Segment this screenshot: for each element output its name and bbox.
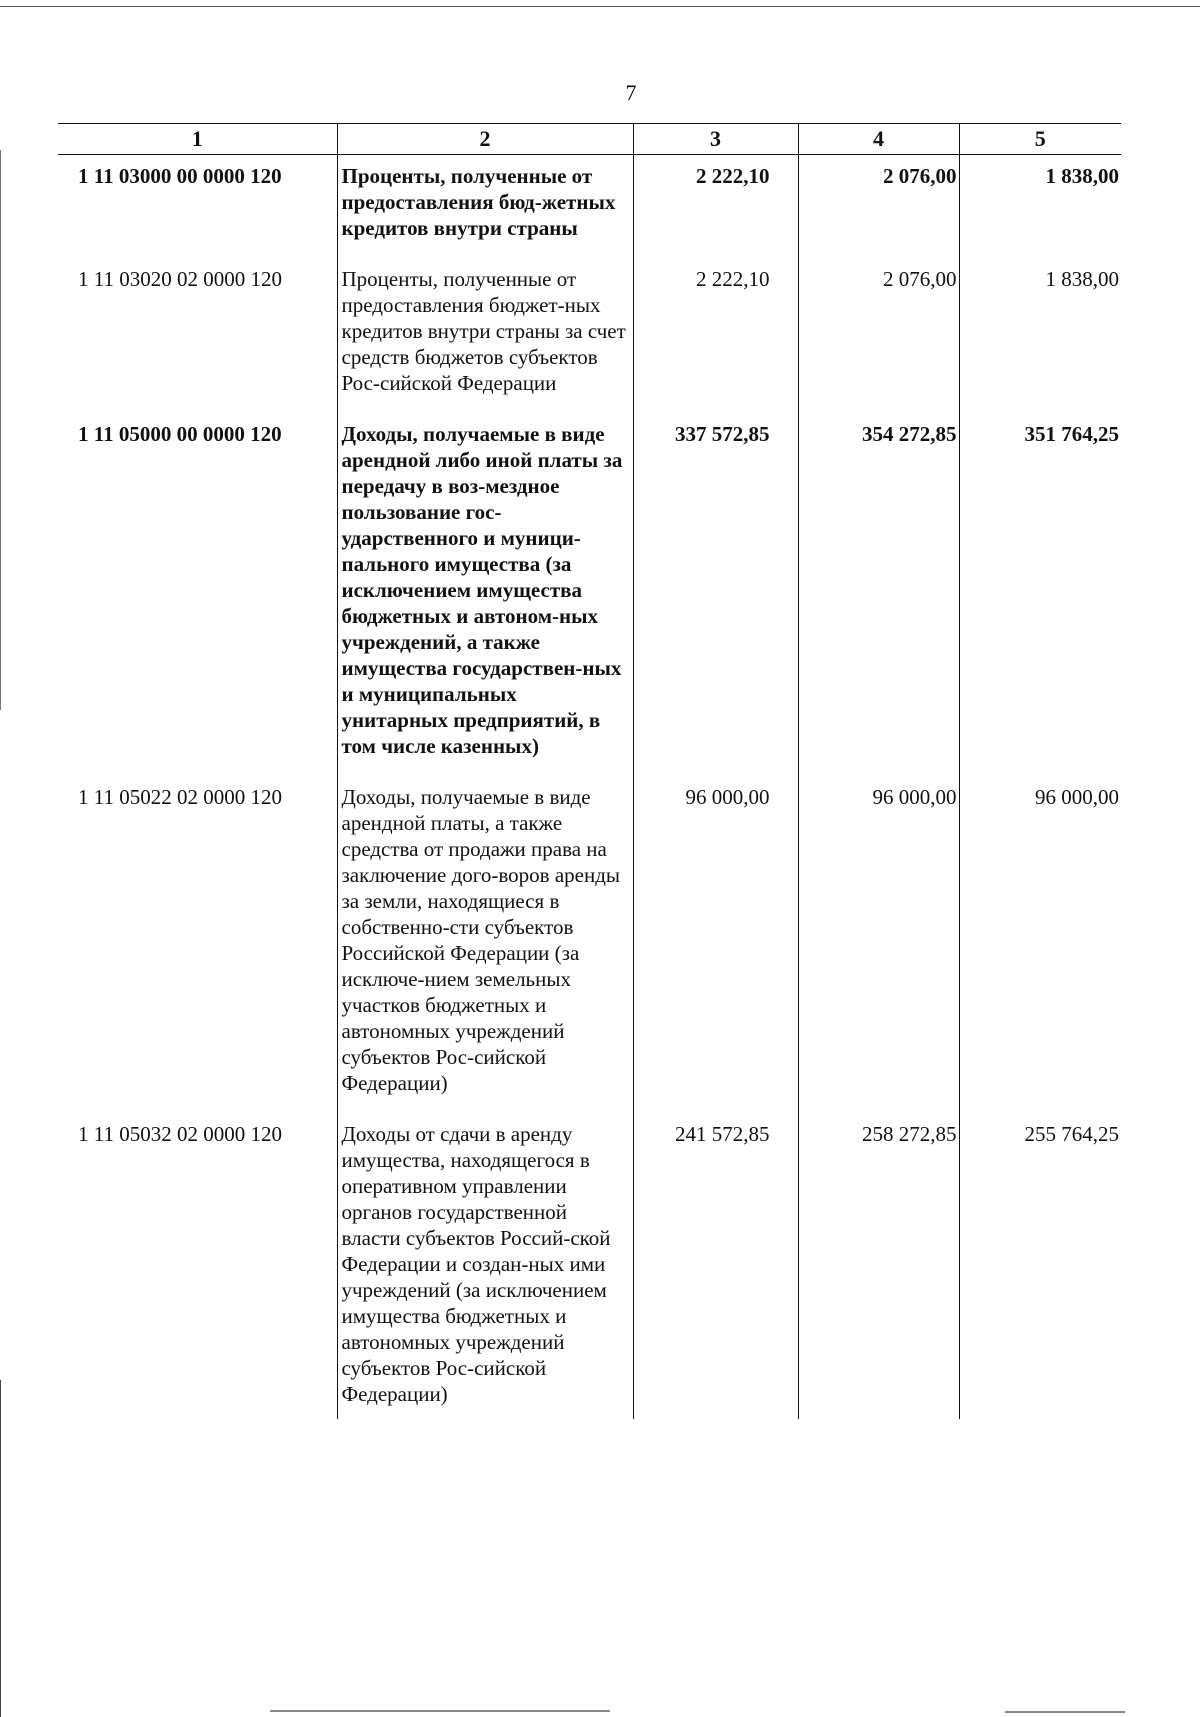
row-value-col5: 1 838,00 (959, 258, 1121, 413)
row-code: 1 11 05022 02 0000 120 (78, 785, 282, 809)
row-code: 1 11 03020 02 0000 120 (78, 267, 282, 291)
row-value-col3: 2 222,10 (633, 155, 798, 259)
scan-edge-bottom-right (1005, 1711, 1125, 1713)
row-value-col5: 255 764,25 (959, 1113, 1121, 1419)
row-description: Доходы, получаемые в виде арендной либо иной платы за передачу в воз-мездное пользование гос-ударственного и муници-пального имущества (за исключением имущества бюджетных и автоном-ных учреждений, а также имущества государствен-ных и муниципальных унитарных предприятий, в том числе казенных) (337, 413, 633, 776)
scan-edge-left (0, 150, 1, 710)
row-value-col4: 354 272,85 (798, 413, 959, 776)
table-row (58, 776, 1121, 1113)
row-value-col4: 258 272,85 (798, 1113, 959, 1419)
table-row (58, 1113, 1121, 1419)
row-code: 1 11 05000 00 0000 120 (78, 422, 282, 446)
row-value-col3: 96 000,00 (633, 776, 798, 1113)
column-header-4: 4 (798, 124, 959, 155)
row-description: Доходы от сдачи в аренду имущества, находящегося в оперативном управлении органов государственной власти субъектов Россий-ской Федерации и создан-ных ими учреждений (за исключением имущества бюджетных и автономных учреждений субъектов Рос-сийской Федерации) (337, 1113, 633, 1419)
row-value-col4: 96 000,00 (798, 776, 959, 1113)
scan-edge-bottom (270, 1710, 610, 1712)
row-value-col5: 351 764,25 (959, 413, 1121, 776)
row-value-col5: 1 838,00 (959, 155, 1121, 259)
column-header-5: 5 (959, 124, 1121, 155)
row-value-col4: 2 076,00 (798, 155, 959, 259)
scan-edge-top (0, 6, 1200, 7)
table-row (58, 155, 1121, 259)
budget-revenue-table (58, 123, 1121, 1419)
row-code: 1 11 03000 00 0000 120 (78, 164, 282, 188)
page-number: 7 (625, 80, 637, 105)
column-header-3: 3 (633, 124, 798, 155)
row-value-col3: 337 572,85 (633, 413, 798, 776)
row-value-col4: 2 076,00 (798, 258, 959, 413)
row-description: Проценты, полученные от предоставления бюджет-ных кредитов внутри страны за счет средств бюджетов субъектов Рос-сийской Федерации (337, 258, 633, 413)
row-description: Доходы, получаемые в виде арендной платы, а также средства от продажи права на заключение дого-воров аренды за земли, находящиеся в собственно-сти субъектов Российской Федерации (за исключе-нием земельных участков бюджетных и автономных учреждений субъектов Рос-сийской Федерации) (337, 776, 633, 1113)
column-header-1: 1 (58, 124, 337, 155)
row-value-col3: 241 572,85 (633, 1113, 798, 1419)
row-code: 1 11 05032 02 0000 120 (78, 1122, 282, 1146)
row-description: Проценты, полученные от предоставления бюд-жетных кредитов внутри страны (337, 155, 633, 259)
table-row (58, 413, 1121, 776)
table-row (58, 258, 1121, 413)
column-header-2: 2 (337, 124, 633, 155)
row-value-col3: 2 222,10 (633, 258, 798, 413)
row-value-col5: 96 000,00 (959, 776, 1121, 1113)
scan-edge-left-lower (0, 1380, 1, 1717)
table-header-row (58, 124, 1121, 155)
